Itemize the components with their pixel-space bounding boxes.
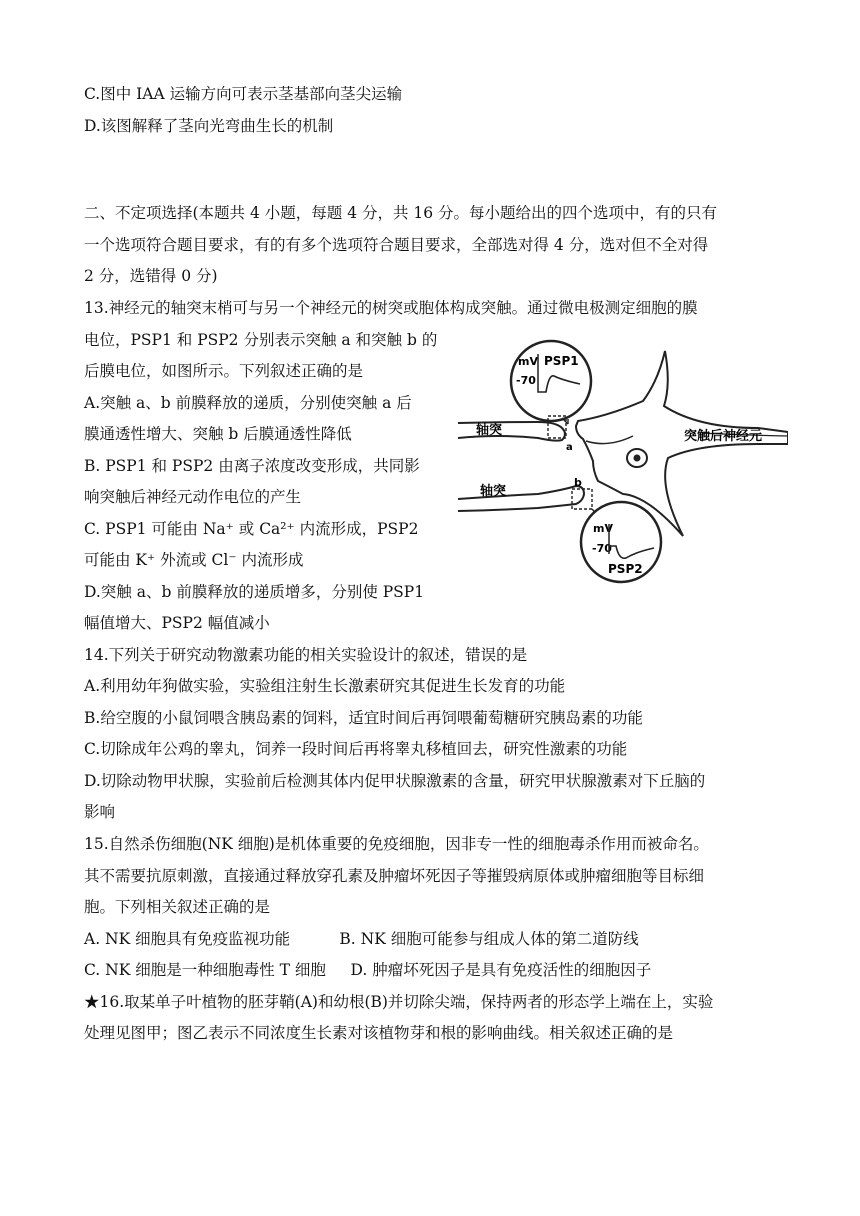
q13-stem-2: 电位，PSP1 和 PSP2 分别表示突触 a 和突触 b 的 [84, 331, 438, 349]
q14-option-d: D.切除动物甲状腺，实验前后检测其体内促甲状腺激素的含量，研究甲状腺激素对下丘脑的 [84, 772, 706, 790]
q13-stem-1: 13.神经元的轴突末梢可与另一个神经元的树突或胞体构成突触。通过微电极测定细胞的膜 [84, 299, 698, 317]
psp2-resting-value: -70 [592, 542, 612, 555]
psp2-label: PSP2 [608, 562, 643, 576]
q15-options-ab: A. NK 细胞具有免疫监视功能 B. NK 细胞可能参与组成人体的第二道防线 [84, 930, 639, 948]
axon-b-label: 轴突 [480, 484, 507, 499]
section-instructions-3: 2 分，选错得 0 分) [84, 267, 218, 285]
q13-option-a: A.突触 a、b 前膜释放的递质，分别使突触 a 后 [84, 394, 412, 412]
section-heading: 二、不定项选择(本题共 4 小题，每题 4 分，共 16 分。每小题给出的四个选项中，有的只有 [84, 204, 718, 222]
option-c-12: C.图中 IAA 运输方向可表示茎基部向茎尖运输 [84, 85, 403, 103]
section-instructions-2: 一个选项符合题目要求，有的有多个选项符合题目要求，全部选对得 4 分，选对但不全对得 [84, 236, 709, 254]
q16-stem-2: 处理见图甲；图乙表示不同浓度生长素对该植物芽和根的影响曲线。相关叙述正确的是 [84, 1024, 674, 1042]
q15-stem-2: 其不需要抗原刺激，直接通过释放穿孔素及肿瘤坏死因子等摧毁病原体或肿瘤细胞等目标细 [84, 867, 705, 885]
q13-option-a-cont: 膜通透性增大、突触 b 后膜通透性降低 [84, 425, 352, 443]
synapse-figure [458, 336, 788, 586]
q15-stem-3: 胞。下列相关叙述正确的是 [84, 898, 271, 916]
psp2-unit: mV [593, 522, 613, 535]
synapse-diagram [458, 336, 788, 586]
q14-option-c: C.切除成年公鸡的睾丸，饲养一段时间后再将睾丸移植回去，研究性激素的功能 [84, 740, 628, 758]
q13-option-d: D.突触 a、b 前膜释放的递质增多，分别使 PSP1 [84, 583, 425, 601]
axon-b [458, 486, 584, 511]
q13-option-b: B. PSP1 和 PSP2 由离子浓度改变形成，共同影 [84, 457, 420, 475]
q15-stem-1: 15.自然杀伤细胞(NK 细胞)是机体重要的免疫细胞，因非专一性的细胞毒杀作用而被命名。 [84, 835, 709, 853]
q13-option-c: C. PSP1 可能由 Na⁺ 或 Ca²⁺ 内流形成，PSP2 [84, 520, 419, 538]
psp1-label: PSP1 [544, 354, 579, 368]
synapse-a-label: a [566, 442, 573, 453]
synapse-b-label: b [574, 476, 582, 489]
postsynaptic-neuron-label: 突触后神经元 [684, 429, 763, 444]
q13-stem-3: 后膜电位，如图所示。下列叙述正确的是 [84, 362, 364, 380]
q14-stem: 14.下列关于研究动物激素功能的相关实验设计的叙述，错误的是 [84, 646, 528, 664]
q13-option-d-cont: 幅值增大、PSP2 幅值减小 [84, 614, 270, 632]
q14-option-b: B.给空腹的小鼠饲喂含胰岛素的饲料，适宜时间后再饲喂葡萄糖研究胰岛素的功能 [84, 709, 643, 727]
q14-option-a: A.利用幼年狗做实验，实验组注射生长激素研究其促进生长发育的功能 [84, 677, 566, 695]
q14-option-d-cont: 影响 [84, 803, 116, 821]
psp1-resting-value: -70 [516, 374, 536, 387]
option-d-12: D.该图解释了茎向光弯曲生长的机制 [84, 117, 334, 135]
q13-option-c-cont: 可能由 K⁺ 外流或 Cl⁻ 内流形成 [84, 551, 304, 569]
q16-stem-1: ★16.取某单子叶植物的胚芽鞘(A)和幼根(B)并切除尖端，保持两者的形态学上端在上，实验 [84, 993, 714, 1011]
q13-option-b-cont: 响突触后神经元动作电位的产生 [84, 488, 302, 506]
q15-options-cd: C. NK 细胞是一种细胞毒性 T 细胞 D. 肿瘤坏死因子是具有免疫活性的细胞因子 [84, 961, 652, 979]
axon-a-label: 轴突 [476, 423, 503, 438]
psp1-unit: mV [518, 355, 538, 368]
